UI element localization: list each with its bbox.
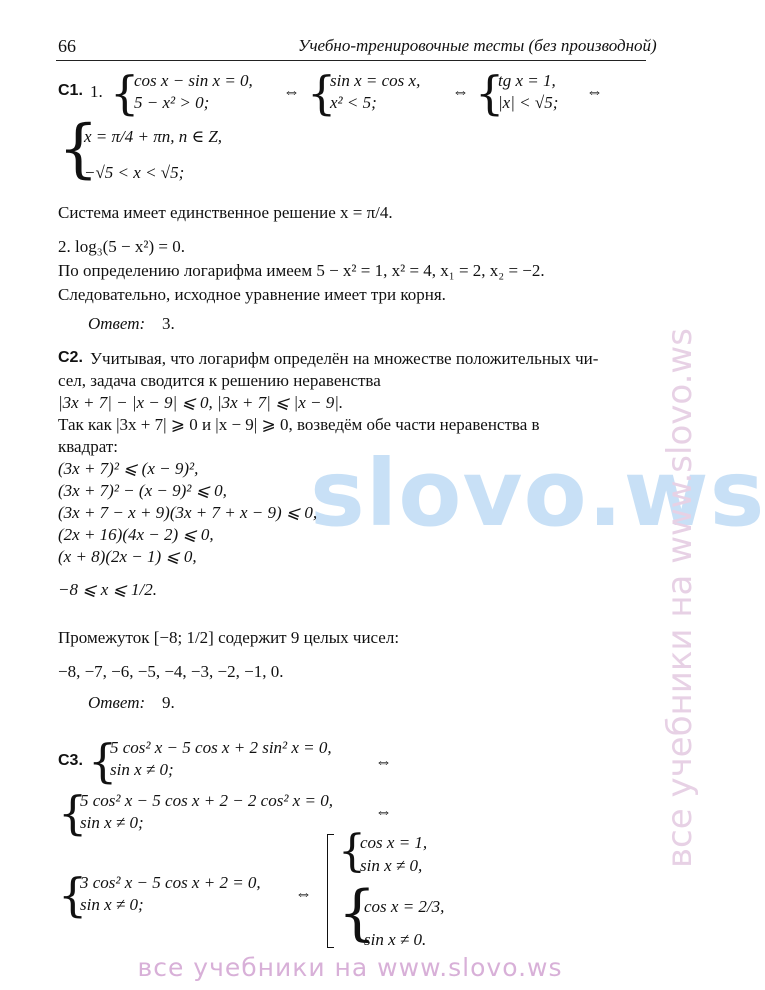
c2-step: −8 ⩽ x ⩽ 1/2.: [58, 580, 157, 599]
page-number: 66: [58, 36, 76, 56]
c3-case2-line1: cos x = 2/3,: [364, 897, 445, 916]
running-title: Учебно-тренировочные тесты (без производной): [298, 36, 657, 55]
c3-case2-brace: {: [338, 878, 377, 948]
c1-sys4-line2: −√5 < x < √5;: [84, 163, 185, 182]
c2-interval-text: Промежуток [−8; 1/2] содержит 9 целых чисел:: [58, 628, 400, 647]
c3-case1-line1: cos x = 1,: [360, 833, 428, 852]
c2-answer-label: Ответ:: [88, 693, 146, 712]
c3-label: С3.: [58, 752, 83, 769]
c1-unique-solution: Система имеет единственное решение x = π/4.: [58, 203, 393, 222]
c1-sys3-brace: {: [475, 66, 505, 120]
c3-sys2-line1: 5 cos² x − 5 cos x + 2 − 2 cos² x = 0,: [80, 791, 333, 810]
c3-sys2-brace: {: [58, 786, 88, 840]
c3-case1-brace: {: [338, 826, 366, 877]
c3-sys3-brace: {: [58, 868, 88, 922]
equiv-symbol: ⇔: [375, 802, 392, 821]
c3-case1-line2: sin x ≠ 0,: [360, 856, 423, 875]
side-watermark: все учебники на www.slovo.ws: [660, 328, 700, 868]
c3-sys1-line1: 5 cos² x − 5 cos x + 2 sin² x = 0,: [110, 738, 332, 757]
c1-part1-number: 1.: [90, 82, 103, 101]
c2-step: (2x + 16)(4x − 2) ⩽ 0,: [58, 525, 214, 544]
c1-answer-label: Ответ:: [88, 314, 146, 333]
c3-sys1-line2: sin x ≠ 0;: [110, 760, 174, 779]
c2-since-line1: Так как |3x + 7| ⩾ 0 и |x − 9| ⩾ 0, возведём обе части неравенства в: [58, 415, 540, 434]
bottom-watermark: все учебники на www.slovo.ws: [137, 953, 563, 982]
c3-sys3-line1: 3 cos² x − 5 cos x + 2 = 0,: [80, 873, 261, 892]
c3-case2-line2: sin x ≠ 0.: [364, 930, 427, 949]
c1-sys1-line2: 5 − x² > 0;: [134, 93, 210, 112]
equiv-symbol: ⇔: [295, 884, 312, 903]
c1-sys1-line1: cos x − sin x = 0,: [134, 71, 253, 90]
c1-label: С1.: [58, 82, 83, 99]
c1-part2-equation: 2. log₃(5 − x²) = 0.: [58, 237, 185, 256]
c1-sys2-line1: sin x = cos x,: [330, 71, 421, 90]
c2-integers: −8, −7, −6, −5, −4, −3, −2, −1, 0.: [58, 662, 284, 681]
c1-answer-value: 3.: [162, 314, 175, 333]
equiv-symbol: ⇔: [283, 82, 300, 101]
c2-intro-line2: сел, задача сводится к решению неравенства: [58, 371, 381, 390]
c2-answer-value: 9.: [162, 693, 175, 712]
c3-sys3-line2: sin x ≠ 0;: [80, 895, 144, 914]
c2-step: (x + 8)(2x − 1) ⩽ 0,: [58, 547, 197, 566]
equiv-symbol: ⇔: [452, 82, 469, 101]
equiv-symbol: ⇔: [586, 82, 603, 101]
c1-sys3-line1: tg x = 1,: [498, 71, 556, 90]
c3-sys2-line2: sin x ≠ 0;: [80, 813, 144, 832]
c1-sys2-line2: x² < 5;: [330, 93, 377, 112]
center-watermark: slovo.ws: [310, 440, 765, 547]
c1-part2-definition: По определению логарифма имеем 5 − x² = 1, x² = 4, x₁ = 2, x₂ = −2.: [58, 261, 545, 280]
c2-step: (3x + 7)² − (x − 9)² ⩽ 0,: [58, 481, 227, 500]
equiv-symbol: ⇔: [375, 752, 392, 771]
c2-label: С2.: [58, 349, 83, 366]
c1-sys4-line1: x = π/4 + πn, n ∈ Z,: [84, 127, 223, 146]
union-bracket: [327, 834, 334, 948]
c2-inequality: |3x + 7| − |x − 9| ⩽ 0, |3x + 7| ⩽ |x − 9|.: [58, 393, 344, 412]
c1-sys3-line2: |x| < √5;: [498, 93, 559, 112]
c2-step: (3x + 7 − x + 9)(3x + 7 + x − 9) ⩽ 0,: [58, 503, 318, 522]
c1-part2-conclusion: Следовательно, исходное уравнение имеет три корня.: [58, 285, 446, 304]
c2-step: (3x + 7)² ⩽ (x − 9)²,: [58, 459, 199, 478]
header-rule: [56, 60, 646, 61]
c1-sys4-brace: {: [58, 112, 99, 186]
c2-since-line2: квадрат:: [58, 437, 119, 456]
c1-sys1-brace: {: [110, 66, 140, 120]
c2-intro-line1: Учитывая, что логарифм определён на множестве положительных чи-: [90, 349, 599, 368]
c1-sys2-brace: {: [307, 66, 337, 120]
c3-sys1-brace: {: [88, 734, 118, 788]
